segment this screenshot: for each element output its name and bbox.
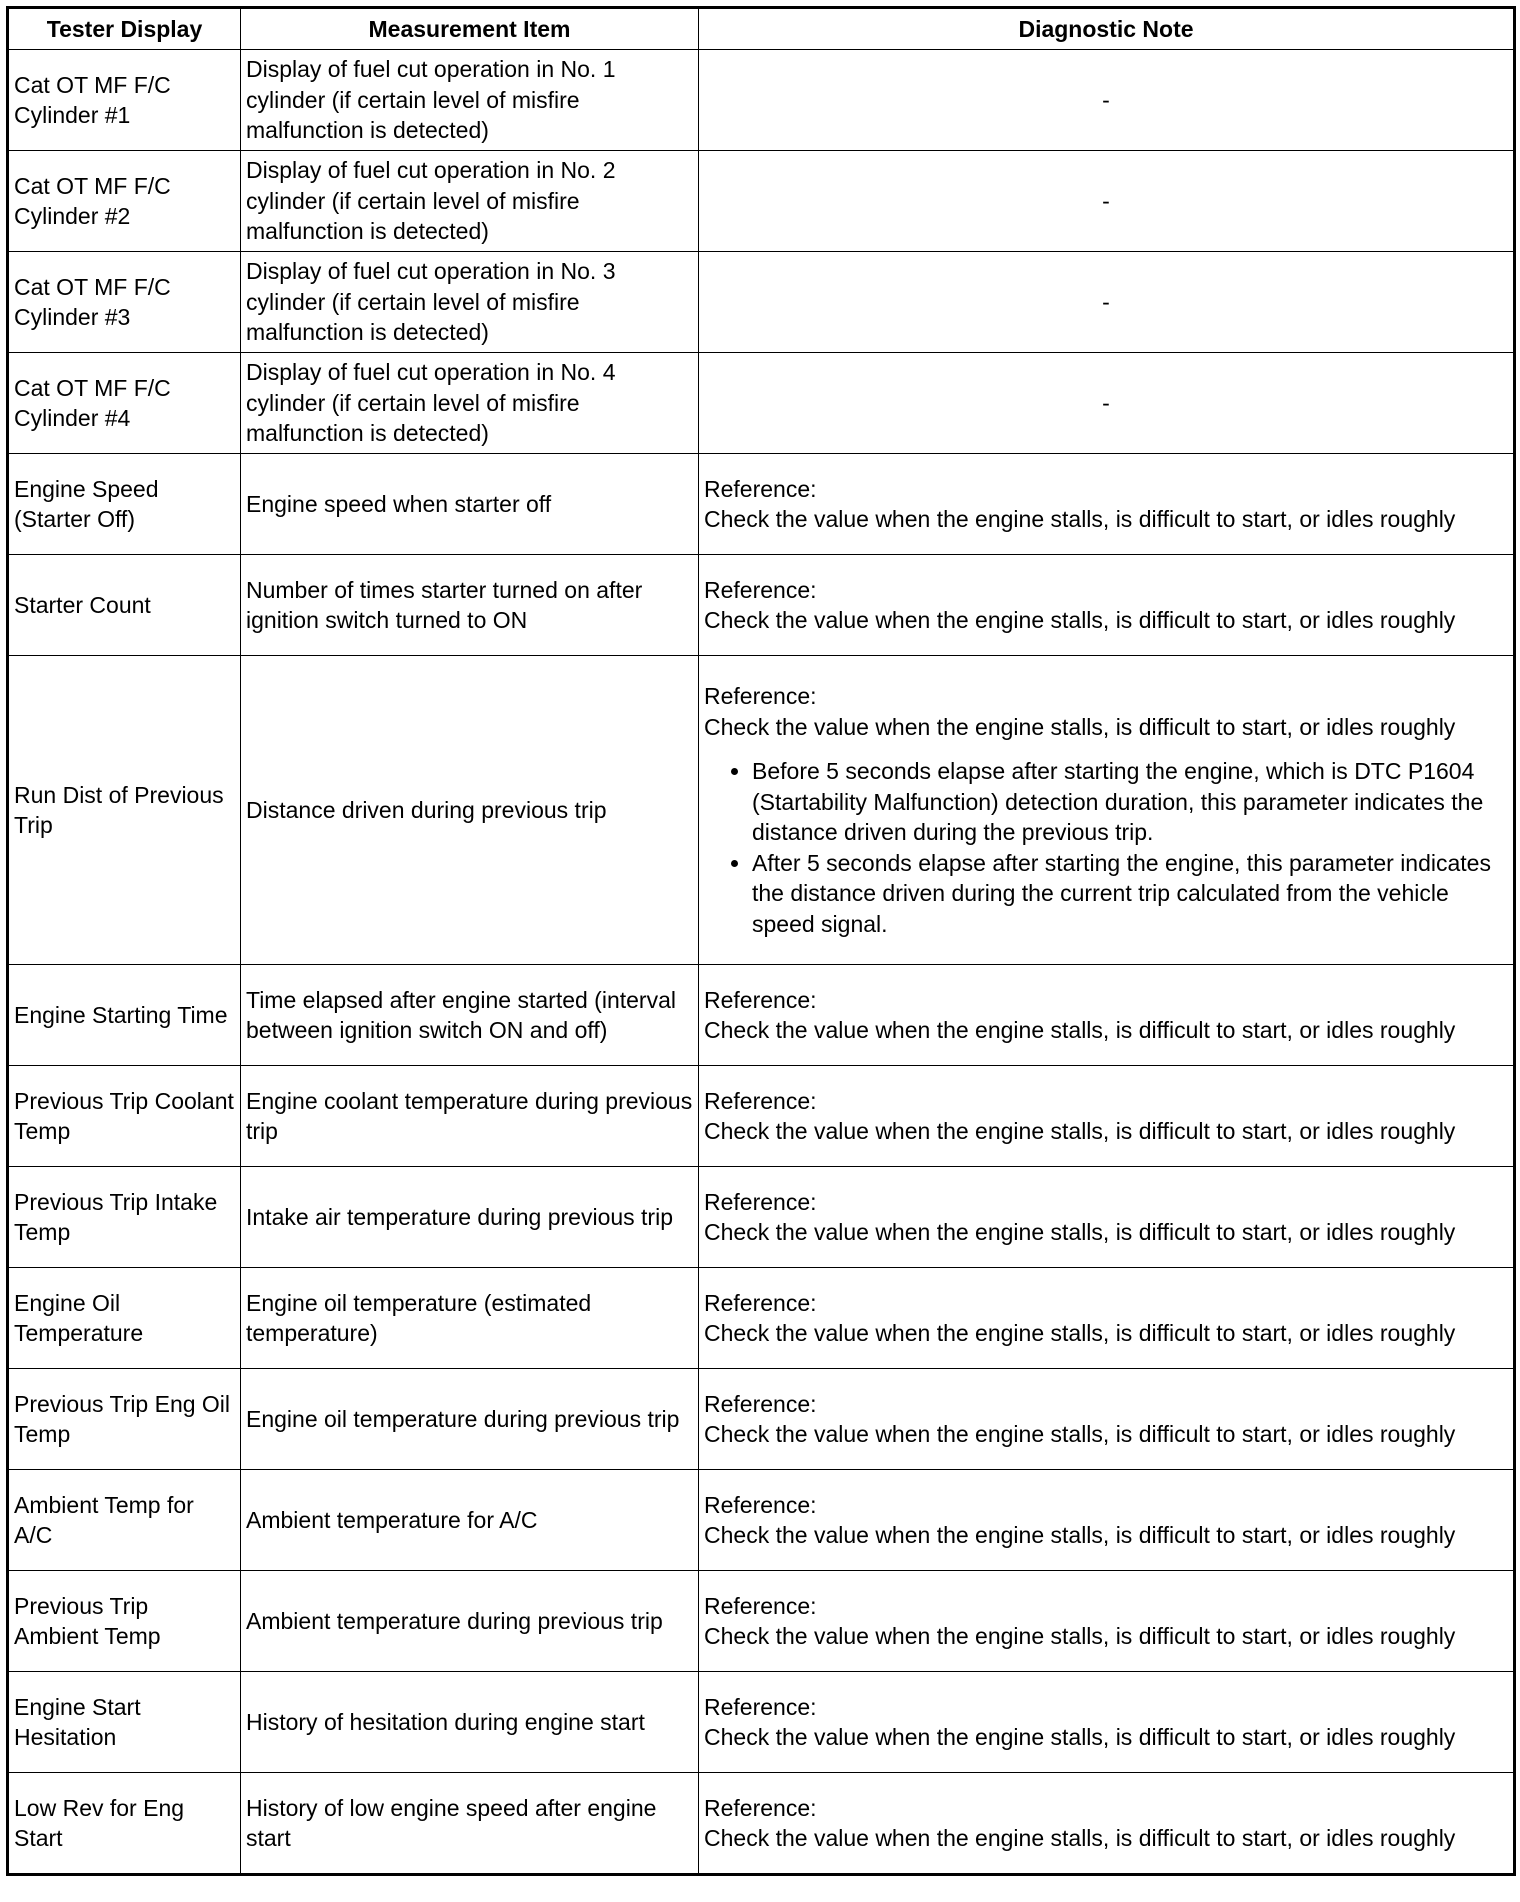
tester-display-cell: Starter Count [8, 555, 241, 656]
reference-label: Reference: [704, 1592, 817, 1619]
diagnostic-note-cell [699, 1571, 1515, 1672]
header-row [8, 8, 1515, 50]
check-note: Check the value when the engine stalls, is difficult to start, or idles roughly [704, 1320, 1456, 1346]
table-row [8, 555, 1515, 656]
tester-display-cell: Previous Trip Coolant Temp [8, 1066, 241, 1167]
tester-display-cell: Engine Start Hesitation [8, 1672, 241, 1773]
table-row [8, 353, 1515, 454]
table-row [8, 1066, 1515, 1167]
tester-display-cell: Engine Oil Temperature [8, 1268, 241, 1369]
check-note: Check the value when the engine stalls, is difficult to start, or idles roughly [704, 1724, 1456, 1750]
bullet-item: • After 5 seconds elapse after starting the engine, this parameter indicates the distance driven during the current trip calculated from the vehicle speed signal. [752, 848, 1508, 940]
header-diagnostic-note: Diagnostic Note [699, 8, 1515, 50]
diagnostic-note-cell: - [699, 353, 1515, 454]
tester-display-cell: Previous Trip Eng Oil Temp [8, 1369, 241, 1470]
tester-display-cell: Low Rev for Eng Start [8, 1773, 241, 1875]
check-note: Check the value when the engine stalls, is difficult to start, or idles roughly [704, 1118, 1456, 1144]
measurement-item-cell: History of hesitation during engine start [241, 1672, 699, 1773]
reference-label: Reference: [704, 576, 817, 603]
table-row [8, 1167, 1515, 1268]
check-note: Check the value when the engine stalls, is difficult to start, or idles roughly [704, 1421, 1456, 1447]
table-row [8, 1571, 1515, 1672]
tester-display-cell: Ambient Temp for A/C [8, 1470, 241, 1571]
measurement-item-cell: Ambient temperature for A/C [241, 1470, 699, 1571]
reference-label: Reference: [704, 986, 817, 1013]
table-row [8, 50, 1515, 151]
measurement-item-cell: Display of fuel cut operation in No. 4 cylinder (if certain level of misfire malfunction is detected) [241, 353, 699, 454]
bullet-item: • Before 5 seconds elapse after starting the engine, which is DTC P1604 (Startability Malfunction) detection duration, this parameter indicates the distance driven during the previous trip. [752, 756, 1508, 848]
reference-label: Reference: [704, 1491, 817, 1518]
data-list-table [6, 6, 1516, 1876]
reference-label: Reference: [704, 1693, 817, 1720]
reference-label: Reference: [704, 1390, 817, 1417]
diagnostic-note-cell [699, 1066, 1515, 1167]
reference-label: Reference: [704, 1087, 817, 1114]
reference-label: Reference: [704, 1188, 817, 1215]
check-note: Check the value when the engine stalls, is difficult to start, or idles roughly [704, 1219, 1456, 1245]
diagnostic-note-cell [699, 1470, 1515, 1571]
diagnostic-note-cell [699, 1369, 1515, 1470]
tester-display-cell: Cat OT MF F/C Cylinder #3 [8, 252, 241, 353]
tester-display-cell: Engine Starting Time [8, 965, 241, 1066]
table-row [8, 1369, 1515, 1470]
bullet-list [704, 756, 1508, 939]
measurement-item-cell: Time elapsed after engine started (interval between ignition switch ON and off) [241, 965, 699, 1066]
table-row [8, 965, 1515, 1066]
check-note: Check the value when the engine stalls, is difficult to start, or idles roughly [704, 1623, 1456, 1649]
measurement-item-cell: Display of fuel cut operation in No. 3 cylinder (if certain level of misfire malfunction is detected) [241, 252, 699, 353]
table-row [8, 1268, 1515, 1369]
diagnostic-note-cell [699, 1672, 1515, 1773]
diagnostic-note-cell: - [699, 252, 1515, 353]
reference-label: Reference: [704, 683, 817, 709]
check-note: Check the value when the engine stalls, is difficult to start, or idles roughly [704, 607, 1456, 633]
reference-label: Reference: [704, 475, 817, 502]
table-row [8, 1773, 1515, 1875]
diagnostic-note-cell [699, 1268, 1515, 1369]
header-tester-display: Tester Display [8, 8, 241, 50]
measurement-item-cell: Distance driven during previous trip [241, 656, 699, 965]
check-note: Check the value when the engine stalls, is difficult to start, or idles roughly [704, 713, 1456, 740]
measurement-item-cell: Ambient temperature during previous trip [241, 1571, 699, 1672]
tester-display-cell: Previous Trip Intake Temp [8, 1167, 241, 1268]
table-row [8, 656, 1515, 965]
measurement-item-cell: Intake air temperature during previous trip [241, 1167, 699, 1268]
diagnostic-note-cell: - [699, 50, 1515, 151]
reference-label: Reference: [704, 1794, 817, 1821]
tester-display-cell: Cat OT MF F/C Cylinder #1 [8, 50, 241, 151]
tester-display-cell: Engine Speed (Starter Off) [8, 454, 241, 555]
check-note: Check the value when the engine stalls, is difficult to start, or idles roughly [704, 1825, 1456, 1851]
diagnostic-note-cell [699, 656, 1515, 965]
table-row [8, 1470, 1515, 1571]
diagnostic-note-cell [699, 965, 1515, 1066]
diagnostic-note-cell: - [699, 151, 1515, 252]
table-row [8, 252, 1515, 353]
check-note: Check the value when the engine stalls, is difficult to start, or idles roughly [704, 1522, 1456, 1548]
tester-display-cell: Previous Trip Ambient Temp [8, 1571, 241, 1672]
measurement-item-cell: Engine coolant temperature during previous trip [241, 1066, 699, 1167]
measurement-item-cell: Engine oil temperature (estimated temperature) [241, 1268, 699, 1369]
measurement-item-cell: Engine speed when starter off [241, 454, 699, 555]
tester-display-cell: Cat OT MF F/C Cylinder #4 [8, 353, 241, 454]
reference-label: Reference: [704, 1289, 817, 1316]
table-row [8, 454, 1515, 555]
table-row [8, 151, 1515, 252]
check-note: Check the value when the engine stalls, is difficult to start, or idles roughly [704, 506, 1456, 532]
diagnostic-note-cell [699, 1167, 1515, 1268]
measurement-item-cell: Engine oil temperature during previous trip [241, 1369, 699, 1470]
tester-display-cell: Cat OT MF F/C Cylinder #2 [8, 151, 241, 252]
header-measurement-item: Measurement Item [241, 8, 699, 50]
check-note: Check the value when the engine stalls, is difficult to start, or idles roughly [704, 1017, 1456, 1043]
table-row [8, 1672, 1515, 1773]
measurement-item-cell: Display of fuel cut operation in No. 2 cylinder (if certain level of misfire malfunction is detected) [241, 151, 699, 252]
diagnostic-note-cell [699, 454, 1515, 555]
measurement-item-cell: History of low engine speed after engine start [241, 1773, 699, 1875]
measurement-item-cell: Display of fuel cut operation in No. 1 cylinder (if certain level of misfire malfunction is detected) [241, 50, 699, 151]
diagnostic-note-cell [699, 555, 1515, 656]
diagnostic-note-cell [699, 1773, 1515, 1875]
tester-display-cell: Run Dist of Previous Trip [8, 656, 241, 965]
measurement-item-cell: Number of times starter turned on after ignition switch turned to ON [241, 555, 699, 656]
